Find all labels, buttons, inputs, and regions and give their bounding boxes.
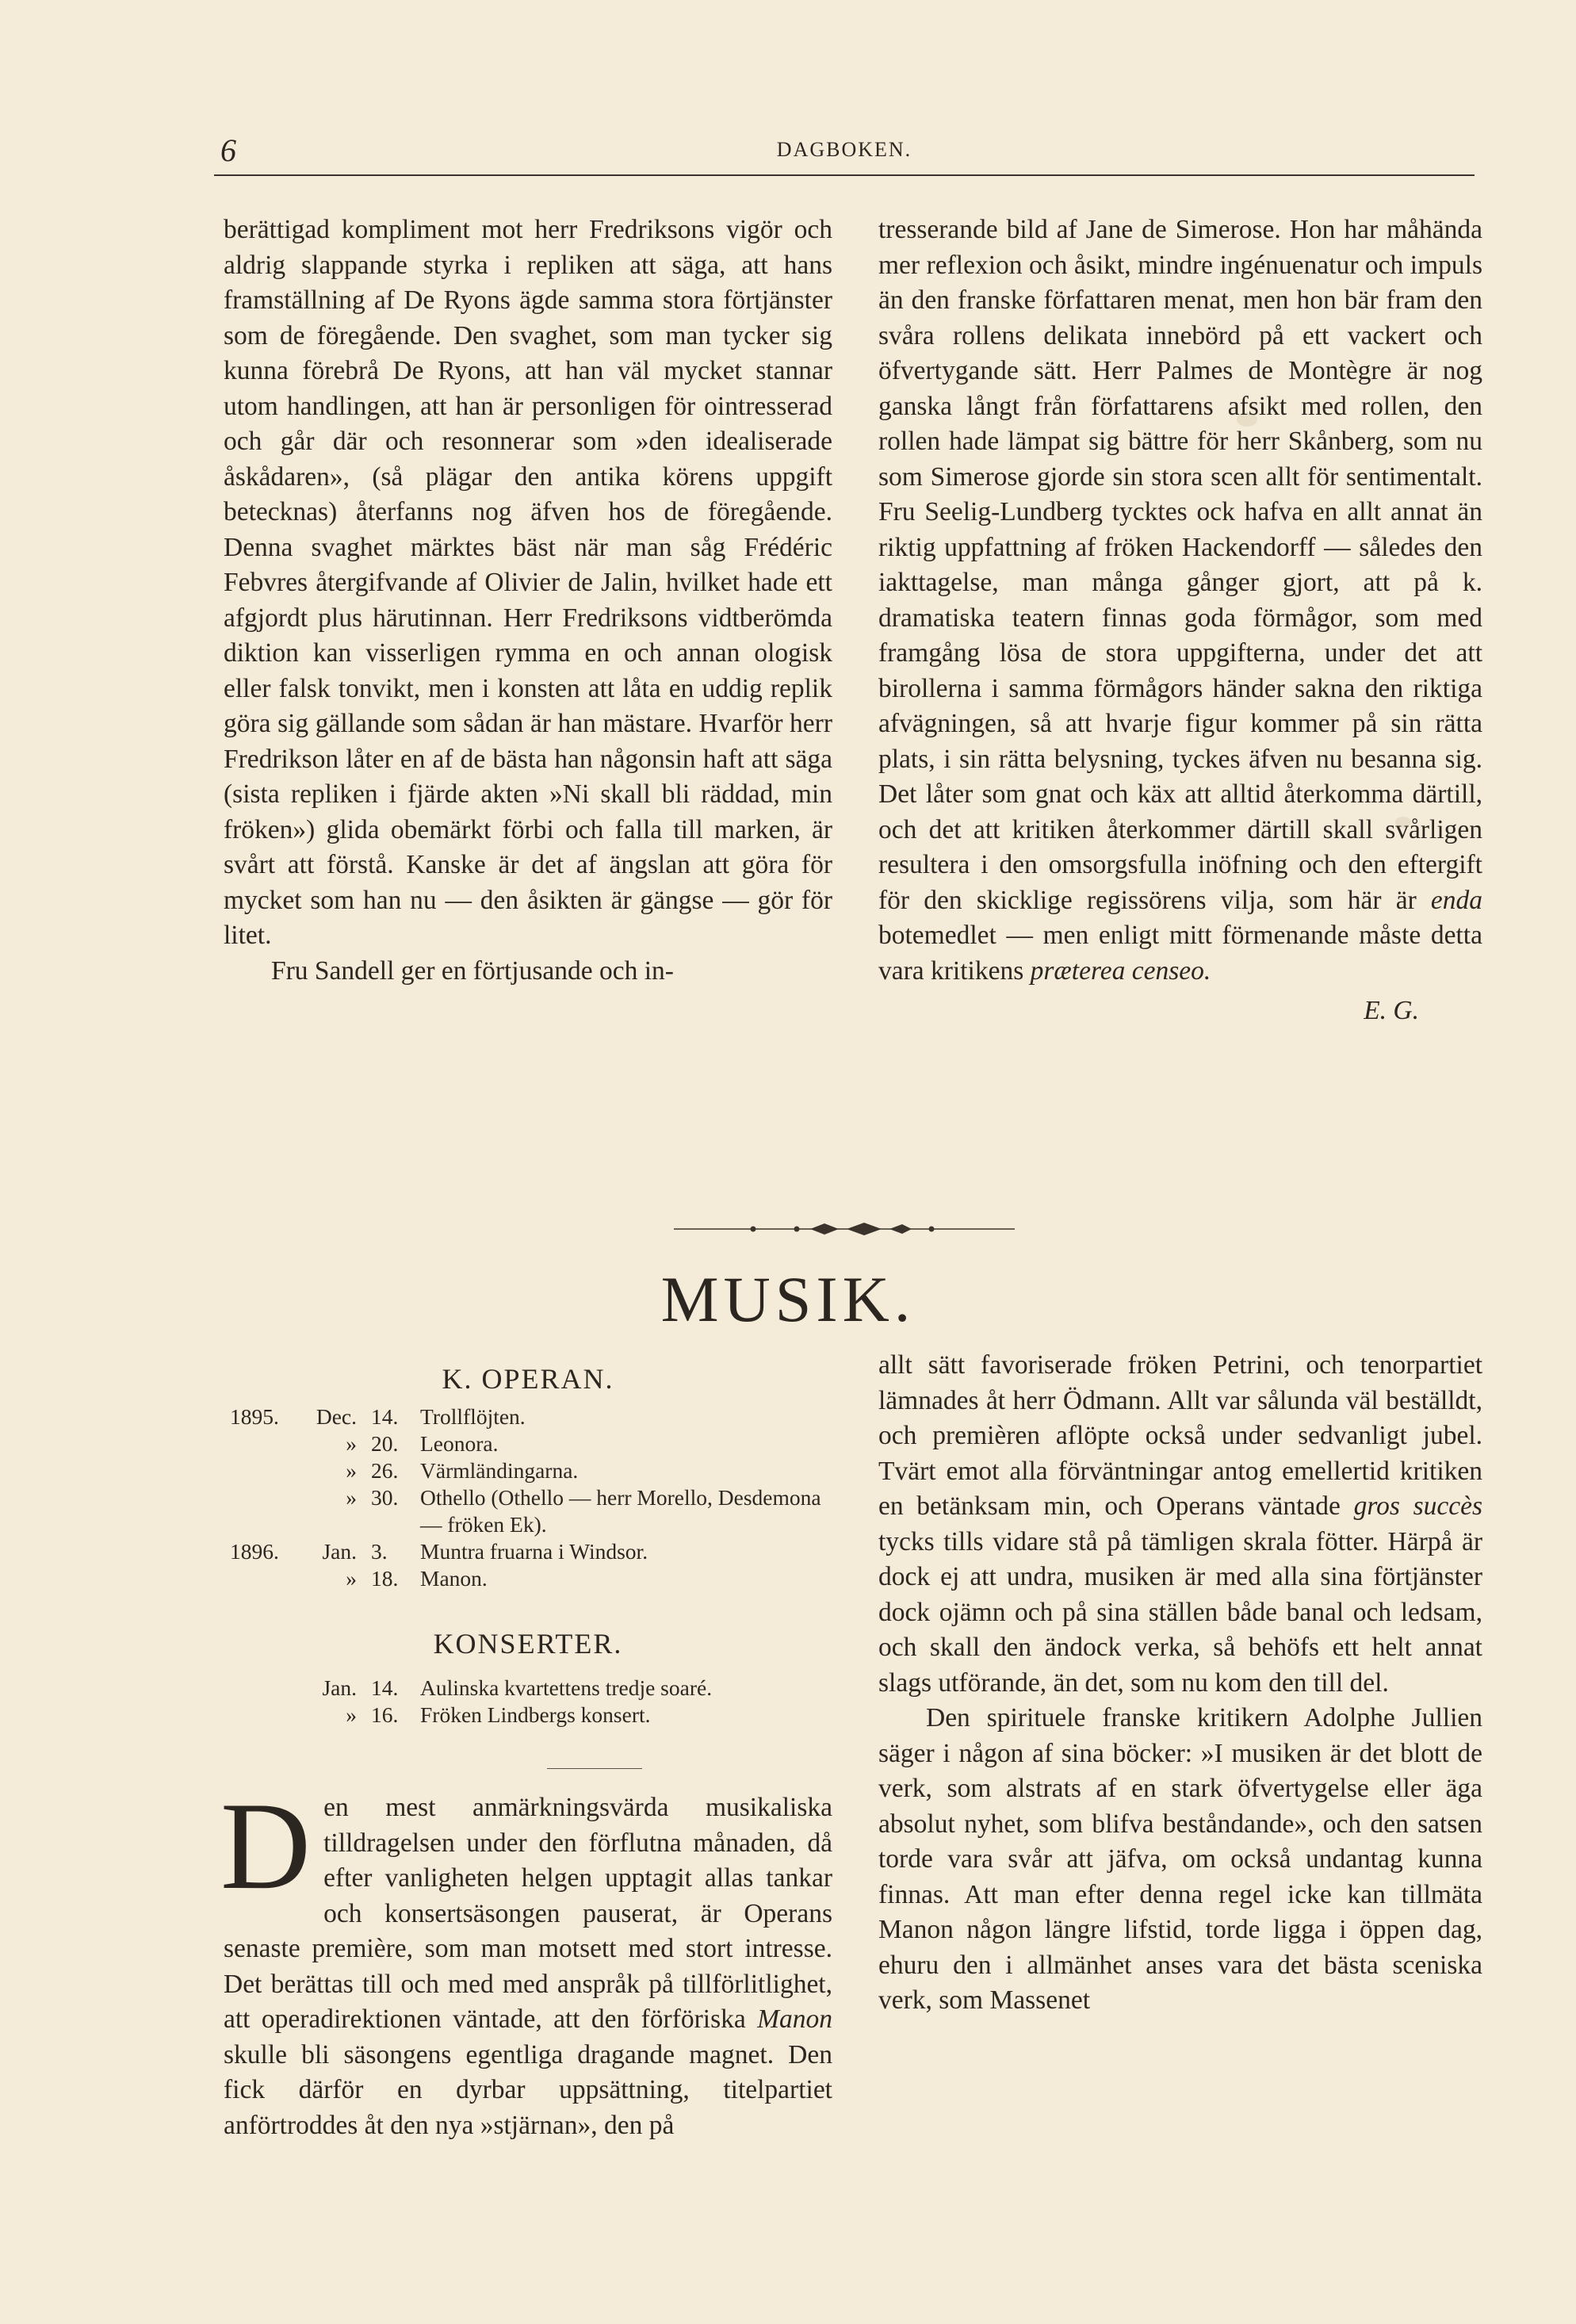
concert-title: Fröken Lindbergs konsert. [420, 1702, 651, 1727]
section-rule [547, 1768, 642, 1769]
section-title: MUSIK. [660, 1263, 916, 1335]
year: 1896. [230, 1539, 279, 1564]
italic-phrase: gros succès [1353, 1491, 1482, 1521]
text-run: skulle bli säsongens egentliga dragande magnet. Den fick därför en dyrbar uppsättning, titelpartiet anförtroddes åt den nya »stjärnan», den på [224, 2039, 832, 2140]
listing-row [230, 1403, 840, 1430]
listing-row [230, 1565, 840, 1592]
text-run: tresserande bild af Jane de Simerose. Hon har måhända mer reflexion och åsikt, mindre ingénuenatur och impuls än den franske författaren menat, men hon bär fram den svåra rollens delikata innebörd på ett vackert och öfvertygande sätt. Herr Palmes de Montègre är nog ganska långt från författarens afsikt med rollen, den rollen hade lämpat sig bättre för herr Skånberg, som nu som Simerose gjorde sin stora scen allt för sentimentalt. Fru Seelig-Lundberg tycktes ock hafva en allt annat än riktig uppfattning af fröken Hackendorff — således den iakttagelse, man många gånger gjort, att på k. dramatiska teatern finnas goda förmågor, som med framgång lösa de stora uppgifterna, under det att birollerna i samma förmågors händer sakna den riktiga afvägningen, så att hvarje figur kommer på sin rätta plats, i sin rätta belysning, tyckes äfven nu besanna sig. Det låter som gnat och käx att alltid återkomma därtill, och det att kritiken återkommer därtill skall svårligen resultera i den omsorgsfulla inöfning och den eftergift för den skicklige regissörens vilja, som här är [878, 215, 1482, 915]
listing-row [230, 1430, 840, 1457]
performance-title: Värmländingarna. [420, 1458, 579, 1483]
day: 20. [371, 1431, 399, 1456]
month: » [346, 1485, 357, 1510]
italic-word: enda [1430, 885, 1483, 915]
listing-row [230, 1457, 840, 1484]
paragraph: berättigad kompliment mot herr Fredriksons vigör och aldrig slappande styrka i repliken att säga, att hans framställning af De Ryons ägde samma stora förtjänster som de föregående. Den svaghet, som man tycker sig kunna förebrå De Ryons, att han väl mycket stannar utom handlingen, att han är personligen för ointresserad och går där och resonnerar som »den idealiserade åskådaren», (så plägar den antika körens uppgift betecknas) återfanns nog äfven hos de föregående. Denna svaghet märktes bäst när man såg Frédéric Febvres återgifvande af Olivier de Jalin, hvilket hade ett afgjordt plus härutinnan. Herr Fredriksons vidtberömda diktion kan visserligen rymma en och annan ologisk eller falsk tonvikt, men i konsten att låta en uddig replik göra sig gällande som sådan är han mästare. Hvarför herr Fredrikson låter en af de bästa han någonsin haft att säga (sista repliken i fjärde akten »Ni skall bli räddad, min fröken») glida obemärkt förbi och falla till marken, är svårt att förstå. Kanske är det af ängslan att göra för mycket som han nu — den åsikten är gängse — gör för litet. [224, 215, 832, 950]
month: Jan. [322, 1675, 357, 1700]
day: 26. [371, 1458, 399, 1483]
month: » [346, 1458, 357, 1483]
italic-phrase: præterea censeo. [1030, 955, 1211, 986]
konserter-heading: KONSERTER. [433, 1628, 623, 1660]
paragraph [878, 1348, 1482, 1701]
text-run: allt sätt favoriserade fröken Petrini, och tenorpartiet lämnades åt herr Ödmann. Allt var sålunda väl beställdt, och premièren aflöpte också under sedvanligt jubel. Tvärt emot alla förväntningar antog emellertid kritiken en betänksam min, och Operans väntade [878, 1350, 1482, 1521]
month: » [346, 1431, 357, 1456]
concert-title: Aulinska kvartettens tredje soaré. [420, 1675, 713, 1700]
listing-row [230, 1484, 840, 1538]
performance-title: Manon. [420, 1566, 488, 1591]
month: Dec. [316, 1404, 357, 1429]
performance-title: Trollflöjten. [420, 1404, 526, 1429]
month: » [346, 1702, 357, 1727]
page-number: 6 [220, 132, 236, 168]
opera-listing [230, 1403, 840, 1592]
paragraph: Den spirituele franske kritikern Adolphe Jullien säger i någon af sina böcker: »I musiken är det blott de verk, som alstrats af en stark öfvertygelse eller äga absolut nyhet, som blifva beståndande», och den satsen torde vara svår att jäfva, om också undantag kunna finnas. Att man efter denna regel icke kan tillmäta Manon någon längre lifstid, torde ligga i öppen dag, ehuru den i allmänhet anses vara det bästa sceniska verk, som Massenet [878, 1703, 1482, 2015]
year: 1895. [230, 1404, 279, 1429]
running-title: DAGBOKEN. [776, 138, 912, 161]
day: 3. [371, 1539, 388, 1564]
paragraph [220, 1777, 833, 2143]
day: 16. [371, 1702, 399, 1727]
month: Jan. [322, 1539, 357, 1564]
column-bottom-left [220, 1777, 833, 2143]
drop-cap: D [220, 1777, 312, 1916]
page-header [214, 127, 1475, 176]
day: 30. [371, 1485, 399, 1510]
listing-row [230, 1538, 840, 1565]
paragraph [878, 212, 1482, 989]
ornament-divider [674, 1219, 1015, 1239]
opera-heading: K. OPERAN. [442, 1363, 614, 1395]
day: 14. [371, 1404, 399, 1429]
konserter-listing [230, 1675, 840, 1729]
performance-title: Muntra fruarna i Windsor. [420, 1539, 648, 1564]
listing-row [230, 1702, 840, 1729]
day: 14. [371, 1675, 399, 1700]
text-run: botemedlet — men enligt mitt förmenande måste detta vara kritikens [878, 921, 1482, 986]
month: » [346, 1566, 357, 1591]
performance-title: Othello (Othello — herr Morello, Desdemona — fröken Ek). [420, 1485, 821, 1537]
paragraph: Fru Sandell ger en förtjusande och in- [271, 955, 674, 986]
text-run: en mest anmärkningsvärda musikaliska tilldragelsen under den förflutna månaden, då efter vanligheten helgen upptagit allas tankar och konsertsäsongen pauserat, är Operans senaste première, som man motsett med stort intresse. Det berättas till och med med anspråk på tillförlitlighet, att operadirektionen väntade, att den förföriska [224, 1793, 832, 2034]
italic-word: Manon [757, 2004, 833, 2034]
column-bottom-right [878, 1348, 1482, 2019]
text-run: tycks tills vidare stå på tämligen skrala fötter. Härpå är dock ej att undra, musiken är med alla sina förtjänster dock ojämn och på sina ställen både banal och ledsam, och skall den ändock verka, så behöfs ett helt annat slags utförande, än det, som nu kom den till del. [878, 1526, 1482, 1698]
performance-title: Leonora. [420, 1431, 499, 1456]
column-top-right [878, 212, 1482, 1029]
signature: E. G. [1364, 996, 1419, 1025]
column-top-left [224, 212, 832, 989]
day: 18. [371, 1566, 399, 1591]
listing-row [230, 1675, 840, 1702]
